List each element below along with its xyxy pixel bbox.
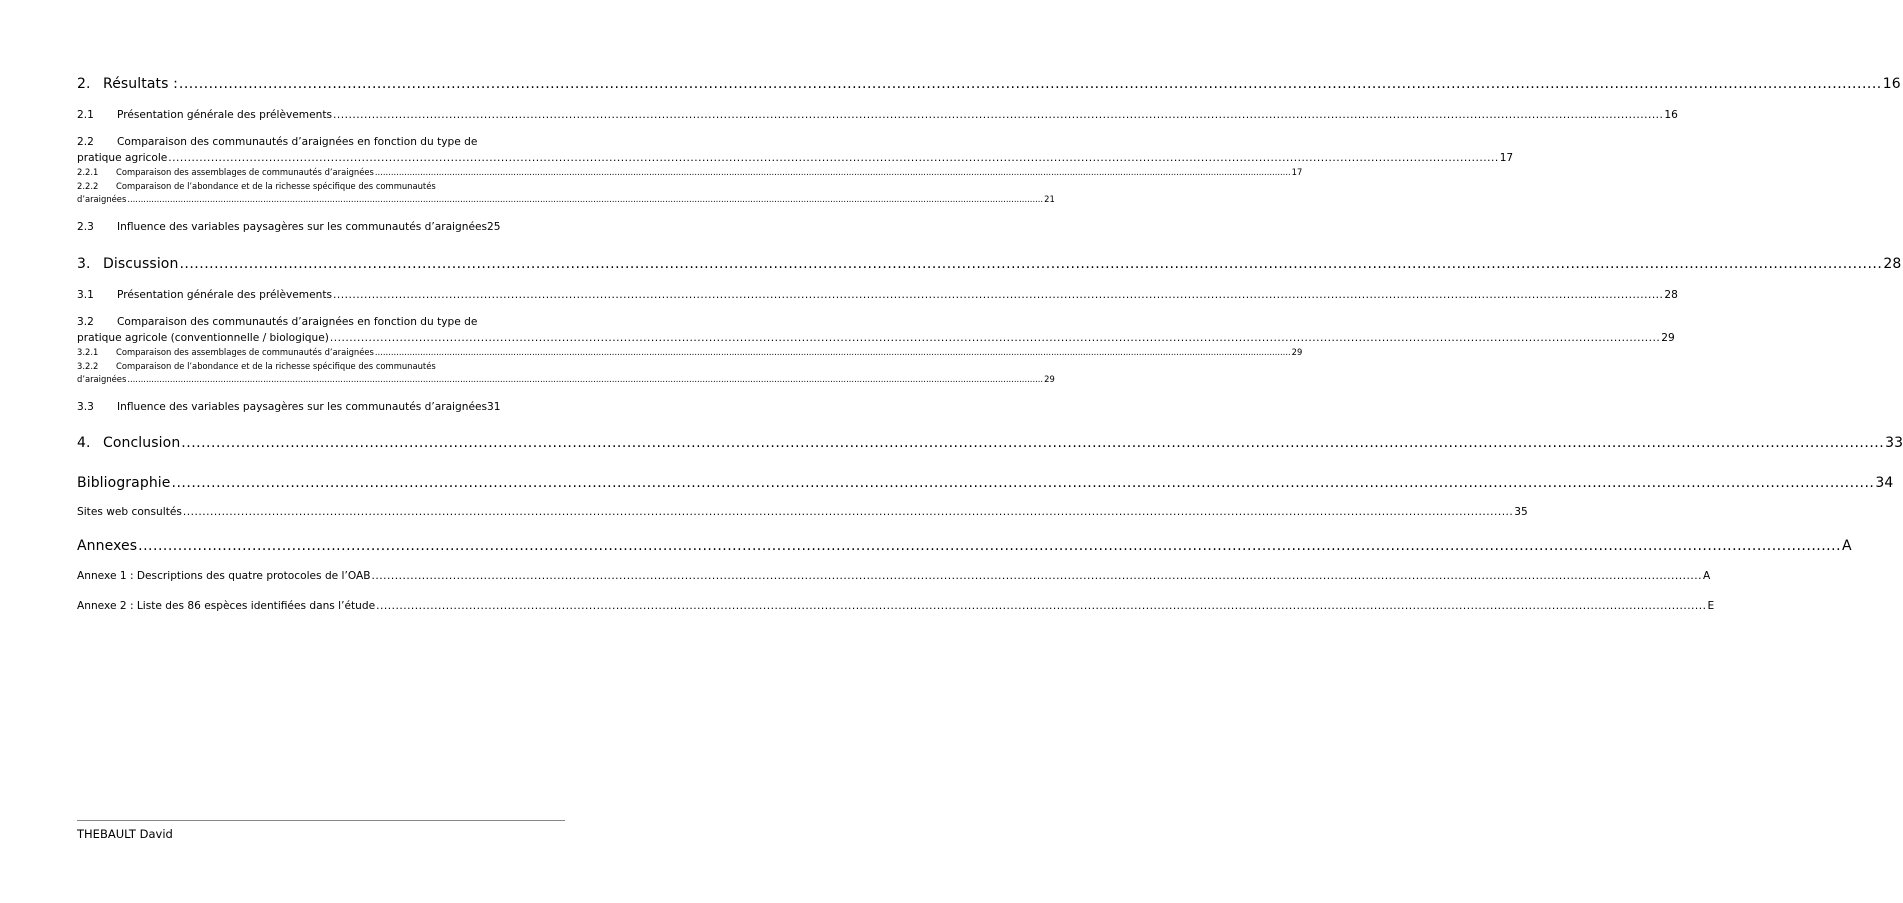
toc-entry-2-2-2[interactable] — [77, 194, 1055, 204]
toc-title-continued: pratique agricole — [77, 152, 168, 164]
toc-number: 4. — [77, 435, 91, 451]
toc-entry-3-1[interactable] — [77, 289, 1678, 301]
toc-number: 2.2.2 — [77, 181, 99, 191]
dot-leader — [183, 506, 1513, 518]
dot-leader — [168, 152, 1498, 164]
toc-page-number: 35 — [1514, 506, 1528, 518]
toc-entry-conclusion[interactable] — [77, 435, 1903, 451]
toc-entry-2-2[interactable] — [77, 152, 1514, 164]
toc-title: Présentation générale des prélèvements — [117, 109, 333, 121]
toc-page-number: 29 — [1044, 374, 1055, 384]
toc-page-number: 33 — [1885, 435, 1903, 451]
toc-title: Bibliographie — [77, 475, 171, 491]
dot-leader — [330, 332, 1660, 344]
toc-title: Sites web consultés — [77, 506, 182, 518]
toc-title: Conclusion — [103, 435, 181, 451]
toc-entry-bibliographie[interactable] — [77, 475, 1894, 491]
toc-entry-sites-web[interactable] — [77, 506, 1528, 518]
toc-title: Annexe 2 : Liste des 86 espèces identifiées dans l’étude — [77, 600, 376, 612]
toc-title: Présentation générale des prélèvements — [117, 289, 333, 301]
toc-title-continued: d’araignées — [77, 374, 127, 384]
toc-entry-3-2-1[interactable] — [77, 347, 1303, 357]
dot-leader — [376, 600, 1706, 612]
toc-page-number: 16 — [1664, 109, 1678, 121]
toc-number: 2.1 — [77, 109, 94, 121]
toc-entry-discussion[interactable] — [77, 256, 1902, 272]
toc-number: 3. — [77, 256, 91, 272]
dot-leader — [127, 194, 1043, 204]
toc-entry-3-2-2-line1[interactable] — [77, 361, 559, 371]
dot-leader — [333, 109, 1663, 121]
toc-title: Annexe 1 : Descriptions des quatre protocoles de l’OAB — [77, 570, 371, 582]
dot-leader — [179, 76, 1882, 92]
toc-title: Comparaison de l’abondance et de la richesse spécifique des communautés — [116, 361, 436, 371]
toc-page-number: 25 — [487, 221, 501, 233]
toc-title: Influence des variables paysagères sur les communautés d’araignées — [117, 401, 487, 413]
toc-title: Annexes — [77, 538, 138, 554]
toc-number: 2. — [77, 76, 91, 92]
dot-leader — [127, 374, 1043, 384]
toc-page-number: 31 — [487, 401, 501, 413]
toc-entry-2-2-2-line1[interactable] — [77, 181, 559, 191]
toc-page-number: 34 — [1875, 475, 1894, 491]
footer-divider — [77, 820, 565, 821]
toc-page-number: 16 — [1882, 76, 1901, 92]
toc-entry-3-2-2[interactable] — [77, 374, 1055, 384]
dot-leader — [181, 435, 1884, 451]
toc-page-number: 29 — [1291, 347, 1303, 357]
dot-leader — [172, 475, 1875, 491]
toc-title: Influence des variables paysagères sur les communautés d’araignées — [117, 221, 487, 233]
footer-author: THEBAULT David — [77, 827, 173, 841]
toc-page-number: 21 — [1044, 194, 1055, 204]
toc-title-continued: pratique agricole (conventionnelle / biologique) — [77, 332, 329, 344]
toc-page-number: E — [1707, 600, 1715, 612]
toc-title: Résultats : — [103, 76, 178, 92]
toc-number: 3.3 — [77, 401, 94, 413]
toc-title: Discussion — [103, 256, 179, 272]
dot-leader — [372, 570, 1702, 582]
toc-title-continued: d’araignées — [77, 194, 127, 204]
toc-number: 3.2.1 — [77, 347, 99, 357]
toc-entry-2-2-line1[interactable] — [77, 136, 559, 148]
toc-page-number: A — [1842, 538, 1852, 554]
toc-number: 3.2.2 — [77, 361, 99, 371]
dot-leader — [375, 167, 1291, 177]
toc-number: 2.2.1 — [77, 167, 99, 177]
toc-title: Comparaison des assemblages de communautés d’araignées — [116, 167, 374, 177]
toc-number: 3.2 — [77, 316, 94, 328]
toc-entry-3-3[interactable] — [77, 401, 559, 413]
toc-page-number: 17 — [1291, 167, 1303, 177]
toc-title: Comparaison de l’abondance et de la richesse spécifique des communautés — [116, 181, 436, 191]
toc-entry-annexe-2[interactable] — [77, 600, 1715, 612]
toc-entry-2-2-1[interactable] — [77, 167, 1303, 177]
dot-leader — [333, 289, 1663, 301]
toc-page-number: 29 — [1661, 332, 1675, 344]
toc-entry-annexe-1[interactable] — [77, 570, 1711, 582]
toc-page-number: 28 — [1883, 256, 1902, 272]
toc-page-number: 17 — [1499, 152, 1514, 164]
toc-number: 3.1 — [77, 289, 94, 301]
dot-leader — [375, 347, 1291, 357]
toc-entry-2-1[interactable] — [77, 109, 1678, 121]
toc-entry-annexes[interactable] — [77, 538, 1852, 554]
dot-leader — [138, 538, 1841, 554]
dot-leader — [179, 256, 1882, 272]
toc-title: Comparaison des assemblages de communautés d’araignées — [116, 347, 374, 357]
toc-number: 2.3 — [77, 221, 94, 233]
toc-title: Comparaison des communautés d’araignées en fonction du type de — [117, 136, 478, 148]
toc-entry-3-2[interactable] — [77, 332, 1675, 344]
toc-number: 2.2 — [77, 136, 94, 148]
toc-page-number: 28 — [1664, 289, 1678, 301]
toc-entry-resultats[interactable] — [77, 76, 1901, 92]
toc-entry-3-2-line1[interactable] — [77, 316, 559, 328]
toc-page-number: A — [1702, 570, 1711, 582]
toc-title: Comparaison des communautés d’araignées en fonction du type de — [117, 316, 478, 328]
toc-entry-2-3[interactable] — [77, 221, 559, 233]
